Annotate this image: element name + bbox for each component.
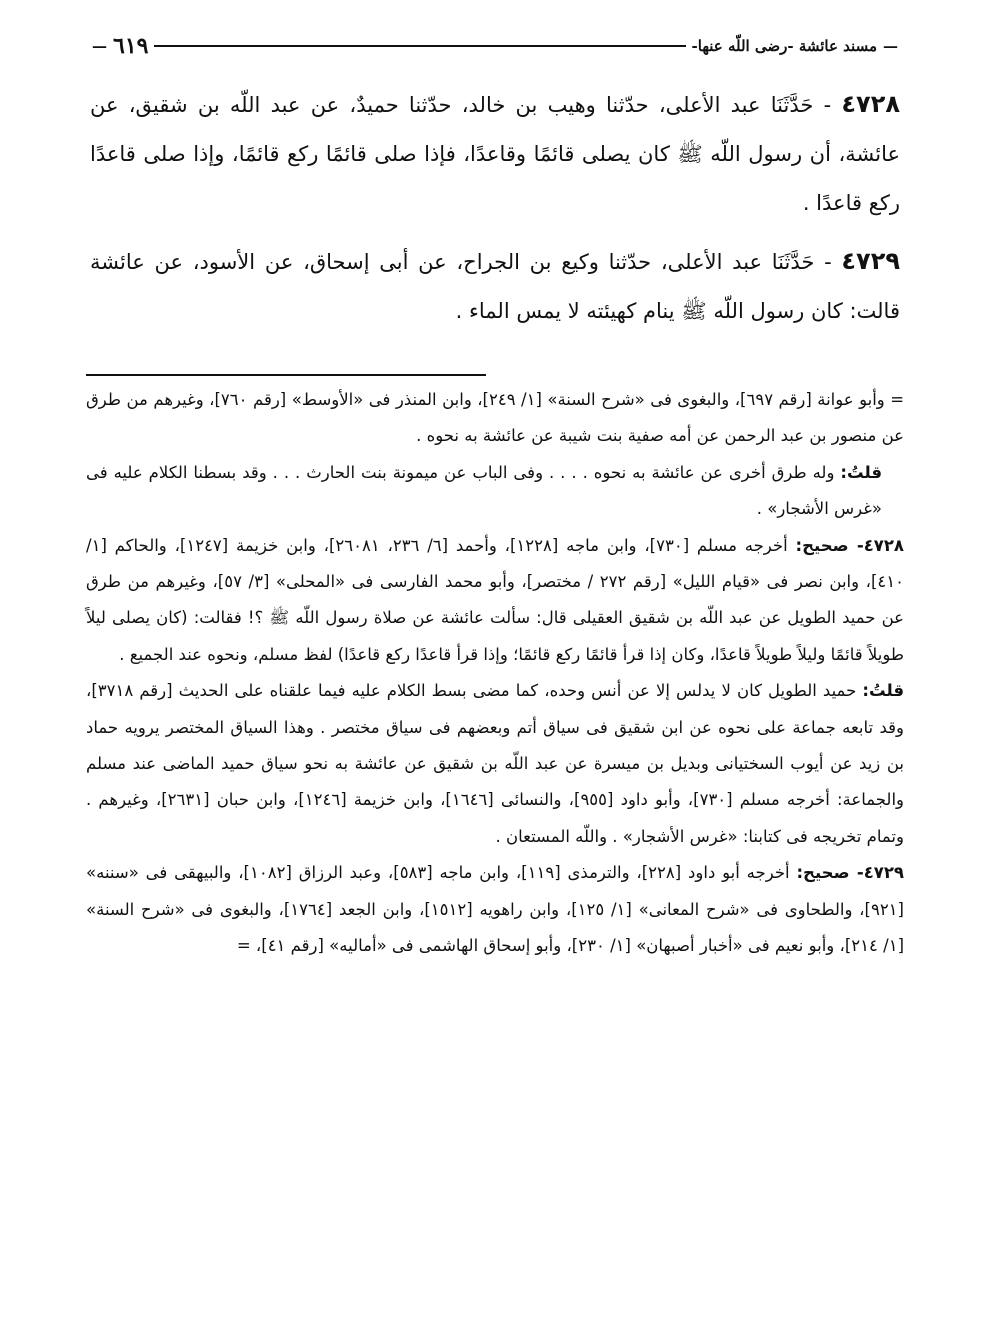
footnote-comment xyxy=(86,455,904,528)
hadith-4728 xyxy=(90,80,900,228)
page-header xyxy=(86,28,904,64)
header-rule xyxy=(154,45,685,47)
footnote-takhrij-4728 xyxy=(86,528,904,674)
comment-text: وله طرق أخرى عن عائشة به نحوه . . . . وفى الباب عن ميمونة بنت الحارث . . . وقد بسطنا الكلام عليه فى «غرس الأشجار» . xyxy=(86,462,882,519)
comment-lead: قلتُ: xyxy=(862,681,905,701)
footnote-separator xyxy=(86,374,486,376)
hadith-number: ٤٧٢٩ xyxy=(841,247,900,275)
hadith-text: - حَدَّثَنَا عبد الأعلى، حدّثنا وكيع بن الجراح، عن أبى إسحاق، عن الأسود، عن عائشة قالت: كان رسول اللّه ﷺ ينام كهيئته لا يمس الماء . xyxy=(90,250,900,323)
footnote-continuation: = وأبو عوانة [رقم ٦٩٧]، والبغوى فى «شرح السنة» [١/ ٢٤٩]، وابن المنذر فى «الأوسط» [رقم ٧٦٠]، وغيرهم من طرق عن منصور بن عبد الرحمن عن أمه صفية بنت شيبة عن عائشة به نحوه . xyxy=(86,390,905,446)
comment-lead: قلتُ: xyxy=(840,462,882,482)
footnote-takhrij-4729 xyxy=(86,855,904,964)
page xyxy=(86,28,904,1318)
header-dash: — xyxy=(883,37,898,55)
comment-text: حميد الطويل كان لا يدلس إلا عن أنس وحده، كما مضى بسط الكلام عليه فيما علقناه على الحديث [رقم ٣٧١٨]، وقد تابعه جماعة على نحوه عن ابن شقيق فى سياق أتم وبعضهم فى سياق مختصر . وهذا السياق المختصر يرويه حماد بن زيد عن أيوب السختيانى وبديل بن ميسرة عن عبد اللّه بن شقيق عن عائشة به نحو سياق حميد الماضى عند مسلم والجماعة: أخرجه مسلم [٧٣٠]، وأبو داود [٩٥٥]، والنسائى [١٦٤٦]، وابن خزيمة [١٢٤٦]، وابن حبان [٢٦٣١]، وغيرهم . وتمام تخريجه فى كتابنا: «غرس الأشجار» . واللّه المستعان . xyxy=(86,681,905,846)
takhrij-text: أخرجه أبو داود [٢٢٨]، والترمذى [١١٩]، وابن ماجه [٥٨٣]، وعبد الرزاق [١٠٨٢]، والبيهقى فى «سننه» [٩٢١]، والطحاوى فى «شرح المعانى» [١/ ١٢٥]، وابن راهويه [١٥١٢]، وابن الجعد [١٧٦٤]، والبغوى فى «شرح السنة» [١/ ٢١٤]، وأبو نعيم فى «أخبار أصبهان» [١/ ٢٣٠]، وأبو إسحاق الهاشمى فى «أماليه» [رقم ٤١]، = xyxy=(86,863,904,956)
hadith-number: ٤٧٢٨ xyxy=(841,90,900,118)
page-number: ٦١٩ xyxy=(113,33,149,59)
footnotes xyxy=(86,382,904,965)
header-dash-end: — xyxy=(92,37,107,55)
takhrij-text: أخرجه مسلم [٧٣٠]، وابن ماجه [١٢٢٨]، وأحمد [٦/ ٢٣٦، ٢٦٠٨١]، وابن خزيمة [١٢٤٧]، والحاكم [١/ ٤١٠]، وابن نصر فى «قيام الليل» [رقم ٢٧٢ / مختصر]، وأبو محمد الفارسى فى «المحلى» [٣/ ٥٧]، وغيرهم من طرق عن حميد الطويل عن عبد اللّه بن شقيق العقيلى قال: سألت عائشة عن صلاة رسول اللّه ﷺ ؟! فقالت: (كان يصلى ليلاً طويلاً قائمًا وليلاً طويلاً قاعدًا، وكان إذا قرأ قائمًا ركع قائمًا؛ وإذا قرأ قاعدًا ركع قاعدًا) لفظ مسلم، ونحوه عند الجميع . xyxy=(86,535,904,664)
running-title: مسند عائشة -رضى اللّه عنها- xyxy=(691,37,877,55)
takhrij-lead: ٤٧٢٩- صحيح: xyxy=(796,863,904,883)
takhrij-lead: ٤٧٢٨- صحيح: xyxy=(795,535,904,555)
footnote-comment xyxy=(86,673,904,855)
main-text xyxy=(90,80,900,345)
hadith-text: - حَدَّثَنَا عبد الأعلى، حدّثنا وهيب بن خالد، حدّثنا حميدٌ، عن عبد اللّه بن شقيق، عن عائشة، أن رسول اللّه ﷺ كان يصلى قائمًا وقاعدًا، فإذا صلى قائمًا ركع قائمًا، وإذا صلى قاعدًا ركع قاعدًا . xyxy=(90,93,900,215)
hadith-4729 xyxy=(90,237,900,336)
